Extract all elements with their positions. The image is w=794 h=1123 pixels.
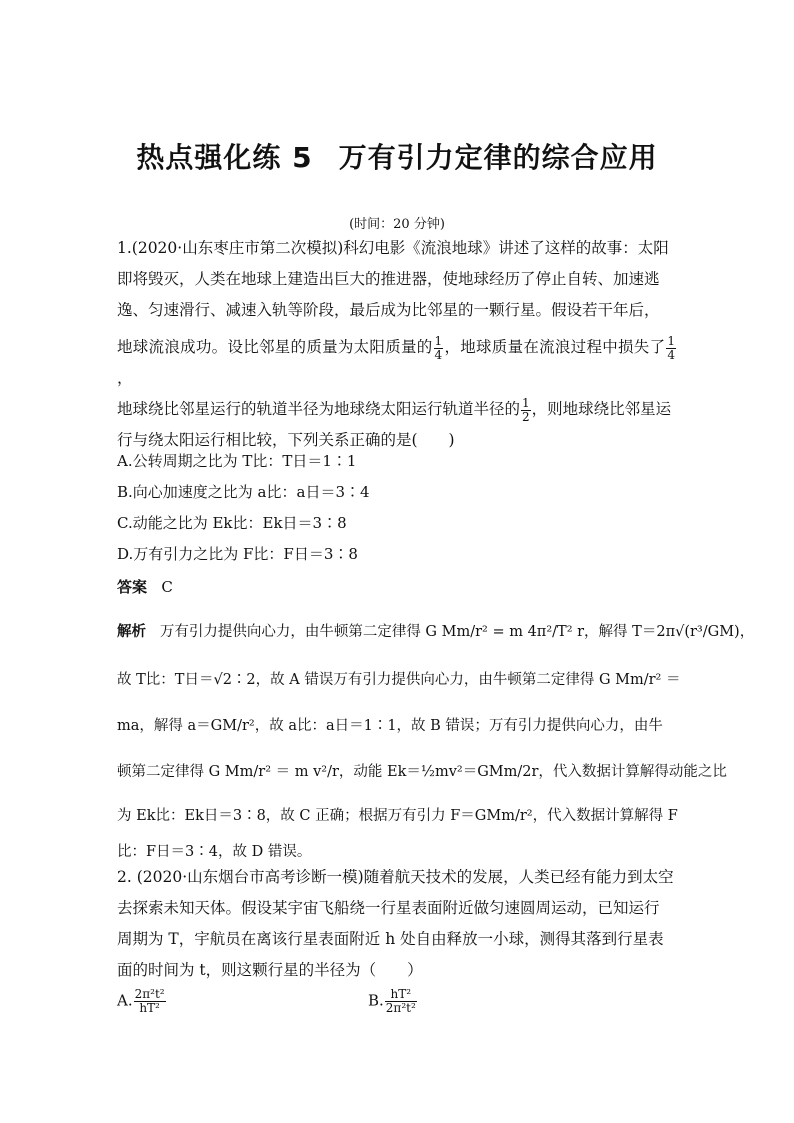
fraction-quarter — [434, 335, 444, 362]
q1-option-d[interactable]: D.万有引力之比为 F比：F日＝3∶8 — [117, 545, 358, 563]
q2-line-4: 面的时间为 t，则这颗行星的半径为（ ） — [117, 961, 423, 979]
q1-line-3: 逸、匀速滑行、减速入轨等阶段，最后成为比邻星的一颗行星。假设若干年后， — [117, 301, 660, 319]
analysis-text-1: 万有引力提供向心力，由牛顿第二定律得 G Mm/r² = m 4π²/T² r，解得 T＝2π√(r³/GM)， — [159, 624, 755, 640]
q1-option-c[interactable]: C.动能之比为 Ek比：Ek日＝3∶8 — [117, 514, 347, 532]
q1-line-5 — [117, 394, 677, 425]
page-title — [0, 136, 794, 176]
analysis-line-1 — [117, 620, 754, 641]
frac-num: 2π²t² — [134, 987, 165, 1001]
q2-option-a[interactable] — [117, 988, 167, 1015]
q2-option-a-fraction — [134, 988, 166, 1015]
q1-option-a[interactable]: A.公转周期之比为 T比：T日＝1∶1 — [117, 452, 357, 470]
q2-line-2: 去探索未知天体。假设某宇宙飞船绕一行星表面附近做匀速圆周运动，已知运行 — [117, 899, 660, 917]
title-main: 热点强化练 5 — [136, 141, 313, 174]
q1-line-2: 即将毁灭，人类在地球上建造出巨大的推进器，使地球经历了停止自转、加速逃 — [117, 270, 660, 288]
q1-line-5-text-a: 地球绕比邻星运行的轨道半径为地球绕太阳运行轨道半径的 — [117, 400, 521, 418]
frac-den: hT² — [139, 1001, 160, 1015]
analysis-label: 解析 — [117, 624, 146, 640]
q2-option-a-label: A. — [117, 991, 133, 1010]
frac-den: 2 — [522, 409, 530, 424]
answer-value: C — [161, 578, 173, 596]
frac-den: 2π²t² — [385, 1001, 416, 1015]
analysis-line-2: 故 T比：T日＝√2∶2，故 A 错误万有引力提供向心力，由牛顿第二定律得 G Mm/r² ＝ — [117, 672, 681, 688]
q1-line-1: 1.(2020·山东枣庄市第二次模拟)科幻电影《流浪地球》讲述了这样的故事：太阳 — [117, 239, 669, 257]
q2-line-3: 周期为 T，宇航员在离该行星表面附近 h 处自由释放一小球，测得其落到行星表 — [117, 930, 664, 948]
q1-line-5-text-b: ，则地球绕比邻星运 — [531, 400, 672, 418]
frac-den: 4 — [434, 347, 443, 362]
question-2 — [117, 862, 677, 986]
frac-num: 1 — [667, 333, 675, 348]
q1-line-6: 行与绕太阳运行相比较，下列关系正确的是( ) — [117, 431, 455, 449]
q1-line-4-text-b: ，地球质量在流浪过程中损失了 — [444, 338, 666, 356]
q2-option-b[interactable] — [368, 988, 418, 1015]
q2-option-b-fraction — [385, 988, 417, 1015]
title-topic: 万有引力定律的综合应用 — [338, 141, 658, 174]
q1-option-b[interactable]: B.向心加速度之比为 a比：a日＝3∶4 — [117, 483, 370, 501]
frac-num: hT² — [385, 988, 417, 1002]
analysis-line-4: 顿第二定律得 G Mm/r² ＝ m v²/r，动能 Ek＝½mv²＝GMm/2r，代入数据计算解得动能之比 — [117, 764, 727, 780]
q1-line-4 — [117, 332, 677, 394]
q1-line-4-text-c: ， — [117, 369, 133, 387]
answer — [117, 576, 173, 597]
question-1 — [117, 233, 677, 456]
frac-num: 1 — [434, 333, 443, 348]
analysis-line-3: ma，解得 a＝GM/r²，故 a比：a日＝1∶1，故 B 错误；万有引力提供向心力，由牛 — [117, 718, 663, 734]
q2-option-b-label: B. — [368, 991, 384, 1010]
frac-num: 1 — [522, 395, 530, 410]
time-limit: (时间：20 分钟) — [349, 217, 445, 232]
q2-line-1: 2. (2020·山东烟台市高考诊断一模)随着航天技术的发展，人类已经有能力到太空 — [117, 868, 674, 886]
analysis-line-5: 为 Ek比：Ek日＝3∶8，故 C 正确；根据万有引力 F＝GMm/r²，代入数据计算解得 F — [117, 808, 678, 824]
frac-den: 4 — [667, 347, 675, 362]
fraction-quarter-2 — [666, 335, 676, 362]
answer-label: 答案 — [117, 578, 148, 596]
q1-line-4-text-a: 地球流浪成功。设比邻星的质量为太阳质量的 — [117, 338, 433, 356]
fraction-half — [521, 397, 531, 424]
analysis-line-6: 比：F日＝3∶4，故 D 错误。 — [117, 844, 312, 860]
